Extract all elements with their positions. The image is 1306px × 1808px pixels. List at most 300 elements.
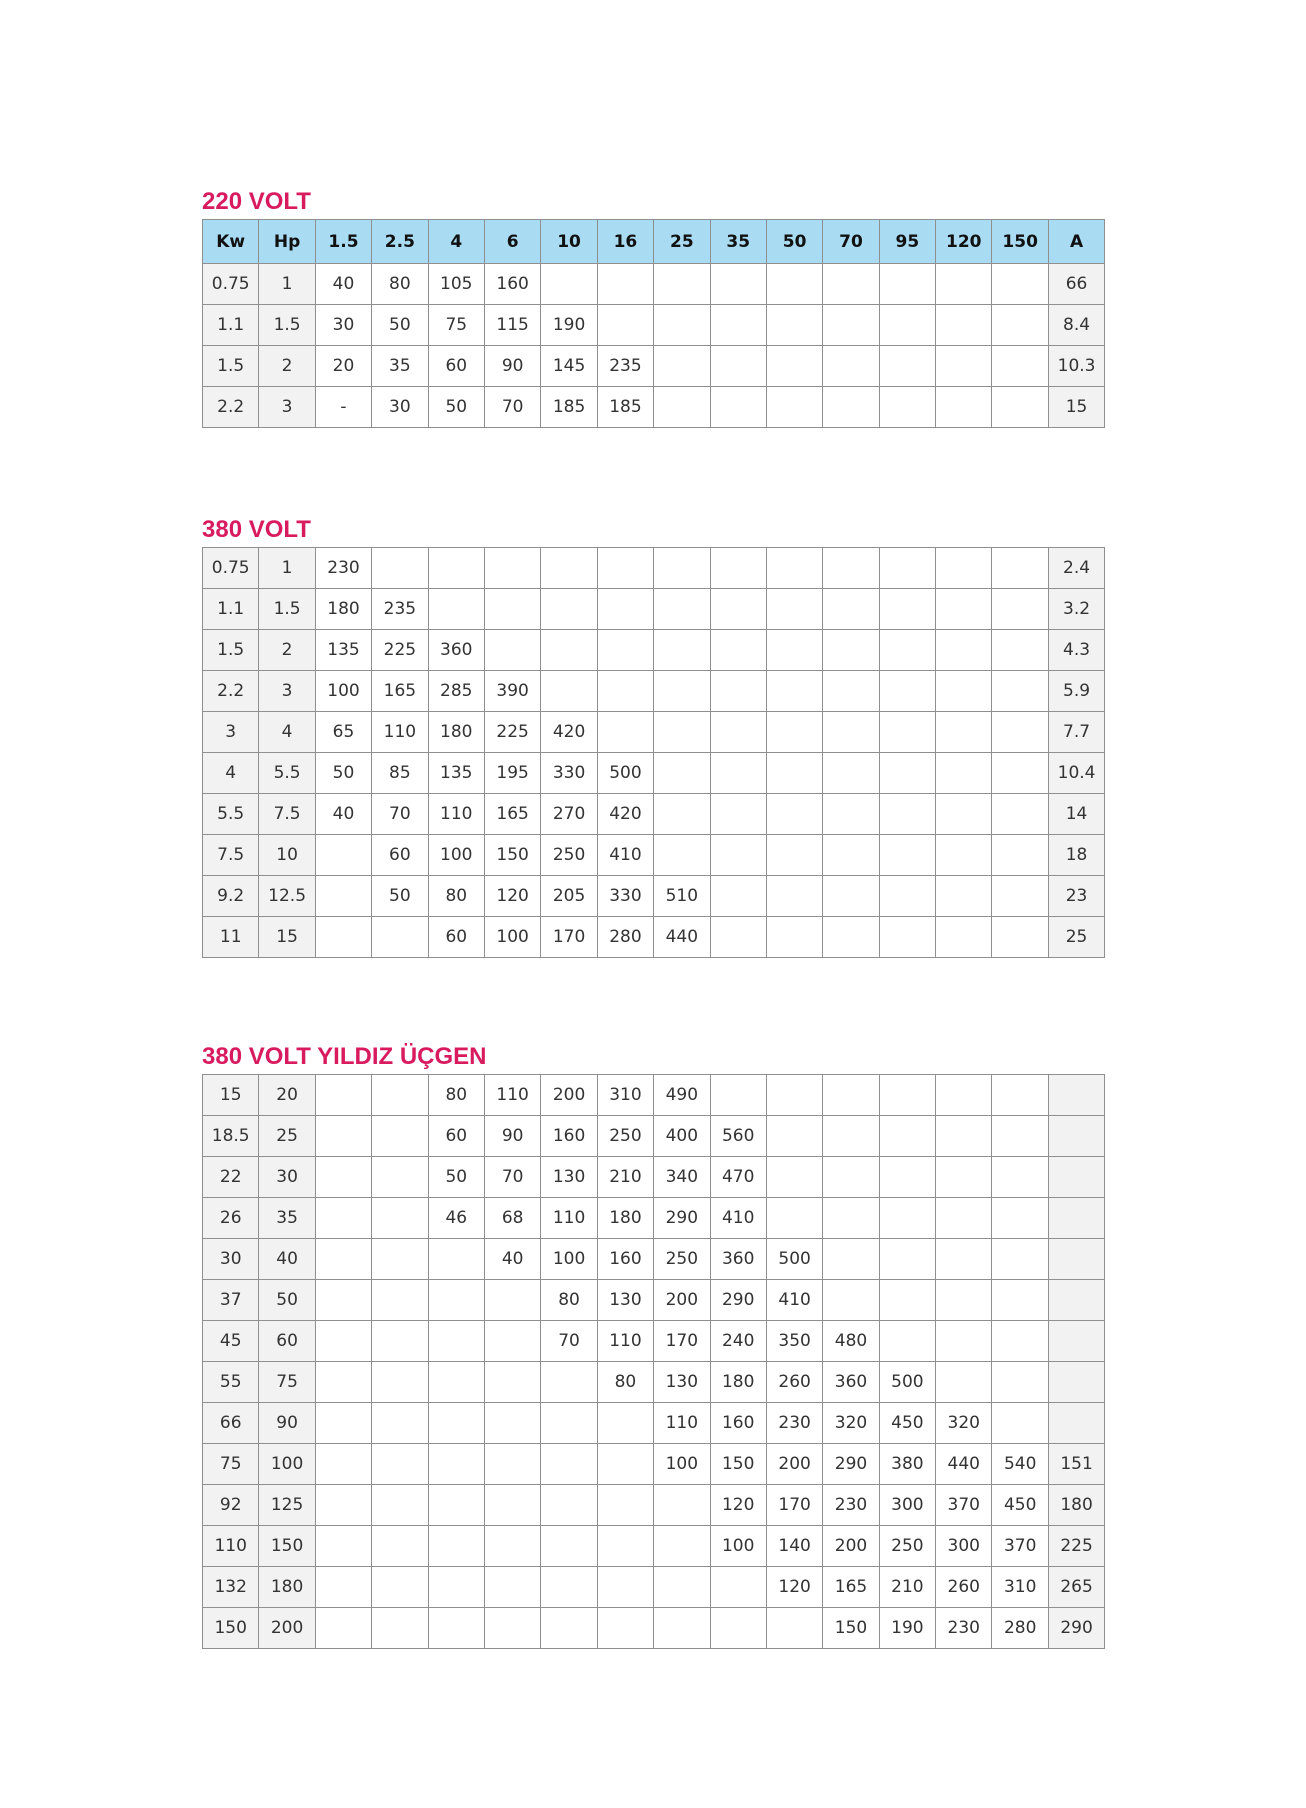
hp-cell: 2 (259, 346, 315, 387)
kw-cell: 66 (203, 1403, 259, 1444)
table-cell (879, 1157, 935, 1198)
table-cell (315, 1526, 371, 1567)
table-cell (823, 346, 879, 387)
table-row (203, 671, 1105, 712)
table-cell (992, 264, 1048, 305)
table-cell (823, 264, 879, 305)
table-cell (484, 1444, 540, 1485)
table-cell (936, 876, 992, 917)
table-cell: 185 (597, 387, 653, 428)
kw-cell: 92 (203, 1485, 259, 1526)
hp-cell: 20 (259, 1075, 315, 1116)
table-cell: 170 (541, 917, 597, 958)
ampere-cell: 10.4 (1048, 753, 1104, 794)
kw-cell: 5.5 (203, 794, 259, 835)
table-cell: 480 (823, 1321, 879, 1362)
ampere-cell: 151 (1048, 1444, 1104, 1485)
kw-cell: 18.5 (203, 1116, 259, 1157)
table-cell (541, 1403, 597, 1444)
hp-cell: 1 (259, 264, 315, 305)
kw-cell: 11 (203, 917, 259, 958)
table-cell: 225 (484, 712, 540, 753)
hp-cell: 60 (259, 1321, 315, 1362)
table-cell (710, 264, 766, 305)
table-cell (428, 1362, 484, 1403)
table-cell (766, 917, 822, 958)
table-cell: 80 (428, 876, 484, 917)
table-cell: 360 (823, 1362, 879, 1403)
table-cell (992, 305, 1048, 346)
table-cell (936, 671, 992, 712)
table-cell: 40 (315, 794, 371, 835)
table-cell: 100 (710, 1526, 766, 1567)
hp-cell: 25 (259, 1116, 315, 1157)
kw-cell: 37 (203, 1280, 259, 1321)
table-cell (992, 346, 1048, 387)
table-cell: 440 (936, 1444, 992, 1485)
table-cell (315, 1403, 371, 1444)
table-cell: 210 (597, 1157, 653, 1198)
kw-cell: 22 (203, 1157, 259, 1198)
table-cell (766, 712, 822, 753)
table-cell: 320 (823, 1403, 879, 1444)
table-cell (372, 1567, 428, 1608)
table-cell (484, 1567, 540, 1608)
table-cell (766, 1116, 822, 1157)
column-header: 50 (766, 220, 822, 264)
table-cell (766, 835, 822, 876)
table-cell (710, 1567, 766, 1608)
table-cell: 230 (766, 1403, 822, 1444)
table-cell (710, 876, 766, 917)
table-cell (484, 589, 540, 630)
table-cell (654, 1608, 710, 1649)
table-cell (823, 1116, 879, 1157)
table-cell: 160 (710, 1403, 766, 1444)
table-cell (823, 305, 879, 346)
table-cell (936, 835, 992, 876)
table-cell: 60 (428, 346, 484, 387)
table-cell (654, 671, 710, 712)
table-cell: 100 (315, 671, 371, 712)
table-cell (936, 1280, 992, 1321)
table-cell: 390 (484, 671, 540, 712)
hp-cell: 100 (259, 1444, 315, 1485)
table-cell: 50 (372, 876, 428, 917)
table-cell (654, 387, 710, 428)
data-table (202, 219, 1105, 428)
kw-cell: 55 (203, 1362, 259, 1403)
table-cell: 110 (541, 1198, 597, 1239)
ampere-cell: 18 (1048, 835, 1104, 876)
table-cell (936, 1075, 992, 1116)
ampere-cell: 7.7 (1048, 712, 1104, 753)
table-row (203, 264, 1105, 305)
table-cell (315, 1198, 371, 1239)
table-cell: 370 (992, 1526, 1048, 1567)
table-cell (766, 671, 822, 712)
table-cell: 68 (484, 1198, 540, 1239)
table-cell (597, 1608, 653, 1649)
ampere-cell (1048, 1321, 1104, 1362)
table-cell: 420 (541, 712, 597, 753)
kw-cell: 1.5 (203, 346, 259, 387)
column-header: 25 (654, 220, 710, 264)
table-cell: 380 (879, 1444, 935, 1485)
table-row (203, 630, 1105, 671)
kw-cell: 26 (203, 1198, 259, 1239)
kw-cell: 4 (203, 753, 259, 794)
table-cell (654, 1567, 710, 1608)
table-cell (879, 264, 935, 305)
table-cell: 195 (484, 753, 540, 794)
table-cell (372, 917, 428, 958)
table-cell (766, 1198, 822, 1239)
table-cell (766, 387, 822, 428)
table-cell (936, 917, 992, 958)
table-cell (879, 671, 935, 712)
table-cell (823, 835, 879, 876)
table-cell (766, 1608, 822, 1649)
column-header: 1.5 (315, 220, 371, 264)
table-cell: 130 (541, 1157, 597, 1198)
hp-cell: 1.5 (259, 589, 315, 630)
table-cell (992, 1321, 1048, 1362)
table-cell (372, 1608, 428, 1649)
hp-cell: 10 (259, 835, 315, 876)
table-cell (372, 1485, 428, 1526)
kw-cell: 1.1 (203, 305, 259, 346)
table-cell (654, 712, 710, 753)
table-cell (879, 630, 935, 671)
table-row (203, 548, 1105, 589)
ampere-cell: 14 (1048, 794, 1104, 835)
table-cell: 230 (823, 1485, 879, 1526)
table-cell (597, 1567, 653, 1608)
table-cell: 180 (710, 1362, 766, 1403)
table-cell: 130 (654, 1362, 710, 1403)
table-cell: 260 (936, 1567, 992, 1608)
table-cell: 65 (315, 712, 371, 753)
table-cell (484, 1403, 540, 1444)
column-header: 35 (710, 220, 766, 264)
column-header: A (1048, 220, 1104, 264)
table-cell: 560 (710, 1116, 766, 1157)
table-cell: 205 (541, 876, 597, 917)
table-cell: 410 (710, 1198, 766, 1239)
table-cell: 110 (372, 712, 428, 753)
table-cell: 180 (597, 1198, 653, 1239)
table-cell: 46 (428, 1198, 484, 1239)
table-cell (315, 1567, 371, 1608)
ampere-cell: 4.3 (1048, 630, 1104, 671)
table-row (203, 1526, 1105, 1567)
table-cell (766, 346, 822, 387)
table-cell (428, 1280, 484, 1321)
table-cell (428, 548, 484, 589)
column-header: 16 (597, 220, 653, 264)
data-table (202, 1074, 1105, 1649)
table-cell (484, 630, 540, 671)
hp-cell: 125 (259, 1485, 315, 1526)
table-cell: 20 (315, 346, 371, 387)
hp-cell: 2 (259, 630, 315, 671)
hp-cell: 7.5 (259, 794, 315, 835)
kw-cell: 0.75 (203, 264, 259, 305)
table-cell (597, 1526, 653, 1567)
table-cell (654, 630, 710, 671)
table-cell: 80 (428, 1075, 484, 1116)
table-cell (597, 264, 653, 305)
table-cell: 120 (710, 1485, 766, 1526)
table-cell (992, 1116, 1048, 1157)
column-header: 95 (879, 220, 935, 264)
table-cell (315, 1280, 371, 1321)
table-cell (428, 1403, 484, 1444)
section-title: 220 VOLT (202, 188, 311, 215)
table-cell (372, 1116, 428, 1157)
table-cell (992, 917, 1048, 958)
table-cell: 450 (879, 1403, 935, 1444)
table-cell: 490 (654, 1075, 710, 1116)
table-cell (541, 589, 597, 630)
table-cell: 330 (597, 876, 653, 917)
table-cell (936, 1239, 992, 1280)
table-row (203, 1321, 1105, 1362)
table-cell (936, 387, 992, 428)
table-cell (484, 1485, 540, 1526)
table-cell: 285 (428, 671, 484, 712)
table-cell: 420 (597, 794, 653, 835)
table-cell: 60 (372, 835, 428, 876)
table-cell (372, 1362, 428, 1403)
table-cell: 200 (823, 1526, 879, 1567)
table-cell: 60 (428, 1116, 484, 1157)
table-row (203, 1567, 1105, 1608)
table-row (203, 589, 1105, 630)
table-cell: 310 (992, 1567, 1048, 1608)
table-cell (428, 1526, 484, 1567)
table-cell (428, 1608, 484, 1649)
table-cell (936, 753, 992, 794)
table-cell (992, 835, 1048, 876)
table-cell (879, 1116, 935, 1157)
table-cell (484, 1321, 540, 1362)
table-row (203, 1116, 1105, 1157)
table-cell (428, 1239, 484, 1280)
ampere-cell: 8.4 (1048, 305, 1104, 346)
table-cell (315, 1444, 371, 1485)
table-cell (372, 1526, 428, 1567)
table-cell (428, 1444, 484, 1485)
table-cell: 165 (484, 794, 540, 835)
table-cell (710, 346, 766, 387)
table-cell: 100 (654, 1444, 710, 1485)
table-cell (710, 548, 766, 589)
table-cell (879, 794, 935, 835)
table-cell: 100 (484, 917, 540, 958)
table-cell (315, 1075, 371, 1116)
table-cell (315, 1608, 371, 1649)
table-row (203, 1485, 1105, 1526)
table-cell (372, 1444, 428, 1485)
table-cell (372, 1239, 428, 1280)
table-cell: 70 (372, 794, 428, 835)
hp-cell: 4 (259, 712, 315, 753)
table-cell (654, 1485, 710, 1526)
table-cell (766, 876, 822, 917)
table-row (203, 876, 1105, 917)
ampere-cell: 10.3 (1048, 346, 1104, 387)
kw-cell: 150 (203, 1608, 259, 1649)
table-cell: 110 (428, 794, 484, 835)
table-cell (654, 589, 710, 630)
table-cell (428, 1485, 484, 1526)
table-cell (766, 753, 822, 794)
hp-cell: 30 (259, 1157, 315, 1198)
table-cell (879, 1075, 935, 1116)
hp-cell: 3 (259, 387, 315, 428)
table-cell (315, 1485, 371, 1526)
table-cell: 185 (541, 387, 597, 428)
kw-cell: 15 (203, 1075, 259, 1116)
ampere-cell (1048, 1157, 1104, 1198)
kw-cell: 1.5 (203, 630, 259, 671)
table-cell: 100 (541, 1239, 597, 1280)
table-cell (936, 630, 992, 671)
table-cell: 410 (766, 1280, 822, 1321)
table-cell: 240 (710, 1321, 766, 1362)
table-cell (992, 671, 1048, 712)
hp-cell: 12.5 (259, 876, 315, 917)
table-cell: 80 (372, 264, 428, 305)
table-cell (992, 1157, 1048, 1198)
table-cell: 470 (710, 1157, 766, 1198)
table-cell (823, 876, 879, 917)
table-cell (597, 548, 653, 589)
ampere-cell: 25 (1048, 917, 1104, 958)
hp-cell: 90 (259, 1403, 315, 1444)
table-cell (823, 387, 879, 428)
table-cell: 360 (428, 630, 484, 671)
table-cell (710, 917, 766, 958)
ampere-cell: 2.4 (1048, 548, 1104, 589)
table-cell: 235 (372, 589, 428, 630)
table-cell (766, 589, 822, 630)
table-cell (823, 1157, 879, 1198)
table-cell (879, 548, 935, 589)
table-cell: 100 (428, 835, 484, 876)
table-cell (541, 630, 597, 671)
table-cell (823, 712, 879, 753)
table-cell: 130 (597, 1280, 653, 1321)
table-cell: 370 (936, 1485, 992, 1526)
table-cell (936, 1157, 992, 1198)
table-cell: 70 (484, 387, 540, 428)
table-cell (654, 835, 710, 876)
table-cell: 160 (541, 1116, 597, 1157)
table-cell (654, 1526, 710, 1567)
table-cell (710, 835, 766, 876)
table-cell (315, 1116, 371, 1157)
table-cell (879, 1198, 935, 1239)
table-cell: 250 (654, 1239, 710, 1280)
table-cell: 30 (372, 387, 428, 428)
column-header: 6 (484, 220, 540, 264)
table-cell (315, 835, 371, 876)
table-cell (879, 1321, 935, 1362)
table-cell (710, 589, 766, 630)
table-cell (936, 1116, 992, 1157)
table-cell (936, 1362, 992, 1403)
table-cell (315, 1239, 371, 1280)
table-cell: 35 (372, 346, 428, 387)
table-cell: 210 (879, 1567, 935, 1608)
table-cell (597, 1485, 653, 1526)
table-cell: 450 (992, 1485, 1048, 1526)
column-header: Kw (203, 220, 259, 264)
ampere-cell: 66 (1048, 264, 1104, 305)
table-cell (879, 387, 935, 428)
table-cell: 50 (372, 305, 428, 346)
table-cell (992, 876, 1048, 917)
table-cell (710, 712, 766, 753)
table-row (203, 1362, 1105, 1403)
hp-cell: 180 (259, 1567, 315, 1608)
table-cell (766, 1157, 822, 1198)
column-header: 150 (992, 220, 1048, 264)
table-cell (372, 1321, 428, 1362)
table-cell (879, 753, 935, 794)
table-cell (992, 548, 1048, 589)
table-cell: 70 (541, 1321, 597, 1362)
table-cell (766, 548, 822, 589)
table-cell (372, 1403, 428, 1444)
table-cell (992, 1239, 1048, 1280)
table-cell: 180 (428, 712, 484, 753)
table-cell (372, 548, 428, 589)
table-cell (710, 305, 766, 346)
table-cell (541, 1485, 597, 1526)
table-cell: 165 (823, 1567, 879, 1608)
column-header: 120 (936, 220, 992, 264)
table-cell (541, 1362, 597, 1403)
table-row (203, 346, 1105, 387)
hp-cell: 75 (259, 1362, 315, 1403)
table-cell: 30 (315, 305, 371, 346)
table-cell (936, 1321, 992, 1362)
table-cell (992, 712, 1048, 753)
table-cell: 320 (936, 1403, 992, 1444)
section-title: 380 VOLT (202, 516, 311, 543)
table-cell: 440 (654, 917, 710, 958)
ampere-cell: 180 (1048, 1485, 1104, 1526)
column-header: 4 (428, 220, 484, 264)
ampere-cell (1048, 1403, 1104, 1444)
table-cell (654, 794, 710, 835)
column-header: 70 (823, 220, 879, 264)
kw-cell: 7.5 (203, 835, 259, 876)
table-cell: 110 (654, 1403, 710, 1444)
table-cell (992, 1198, 1048, 1239)
table-cell: 90 (484, 1116, 540, 1157)
hp-cell: 50 (259, 1280, 315, 1321)
table-cell (823, 917, 879, 958)
table-cell (597, 630, 653, 671)
table-cell (936, 589, 992, 630)
table-cell (654, 548, 710, 589)
ampere-cell (1048, 1075, 1104, 1116)
